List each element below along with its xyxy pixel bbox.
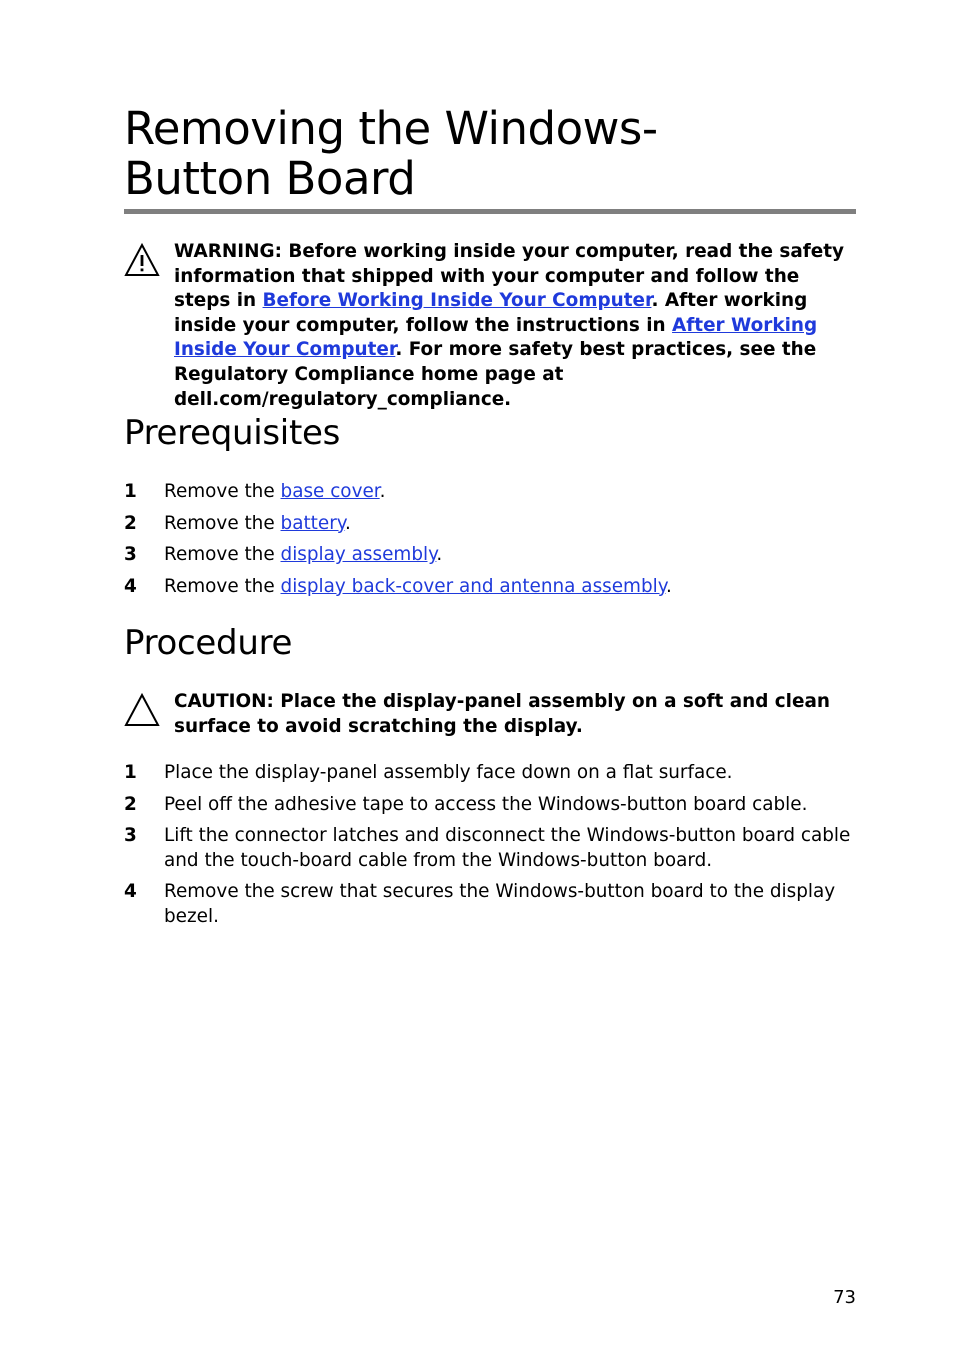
step-text-end: . [666,575,672,597]
battery-link[interactable]: battery [280,512,346,534]
caution-text: CAUTION: Place the display-panel assembly on a soft and clean surface to avoid scratching the display. [174,691,830,737]
step-number: 3 [124,544,137,566]
warning-text-part-2: . After working inside your computer, follow the instructions in [174,290,808,336]
step-text: Place the display-panel assembly face down on a flat surface. [164,762,733,783]
step-number: 1 [124,481,137,502]
page-number: 73 [833,1287,856,1308]
step-number: 1 [124,762,137,783]
step-text: Lift the connector latches and disconnect the Windows-button board cable and the touch-board cable from the Windows-button board. [164,825,851,871]
step-text: Remove the [164,575,281,597]
page-title-line-2: Button Board [124,152,416,205]
step-text: Remove the [164,512,281,534]
warning-text-part-1: WARNING: Before working inside your computer, read the safety information that shipped with your computer and follow the steps in [174,241,845,312]
prerequisites-list [124,480,856,606]
warning-text-part-3: . For more safety best practices, see the Regulatory Compliance home page at dell.com/regulatory_compliance. [174,339,817,410]
step-text: Remove the [164,544,281,566]
list-item [124,480,856,505]
step-text: Peel off the adhesive tape to access the Windows-button board cable. [164,793,808,815]
procedure-heading: Procedure [124,623,293,663]
before-working-link[interactable]: Before Working Inside Your Computer [262,290,652,312]
list-item [124,761,856,786]
list-item [124,543,856,568]
prerequisites-heading: Prerequisites [124,413,341,453]
step-number: 2 [124,793,137,815]
step-number: 4 [124,575,137,597]
step-text-end: . [345,512,351,534]
list-item [124,575,856,600]
procedure-list [124,761,856,937]
list-item [124,793,856,818]
title-rule [124,209,856,214]
after-working-link[interactable]: After Working Inside Your Computer [174,314,818,361]
caution-triangle-icon [124,693,160,727]
display-back-cover-link[interactable]: display back-cover and antenna assembly [280,575,666,597]
list-item [124,824,856,873]
step-number: 2 [124,512,137,534]
base-cover-link[interactable]: base cover [280,481,380,502]
page-title-line-1: Removing the Windows- [124,102,658,155]
warning-triangle-icon [124,243,160,277]
step-text-end: . [379,481,386,502]
step-number: 3 [124,825,137,847]
display-assembly-link[interactable]: display assembly [280,544,437,566]
list-item [124,880,856,929]
step-text: Remove the screw that secures the Windows-button board to the display bezel. [164,881,836,927]
list-item [124,512,856,537]
step-text-end: . [436,544,443,566]
step-text: Remove the [164,481,281,502]
step-number: 4 [124,881,137,903]
warning-text [174,240,856,412]
page-title [124,104,658,204]
